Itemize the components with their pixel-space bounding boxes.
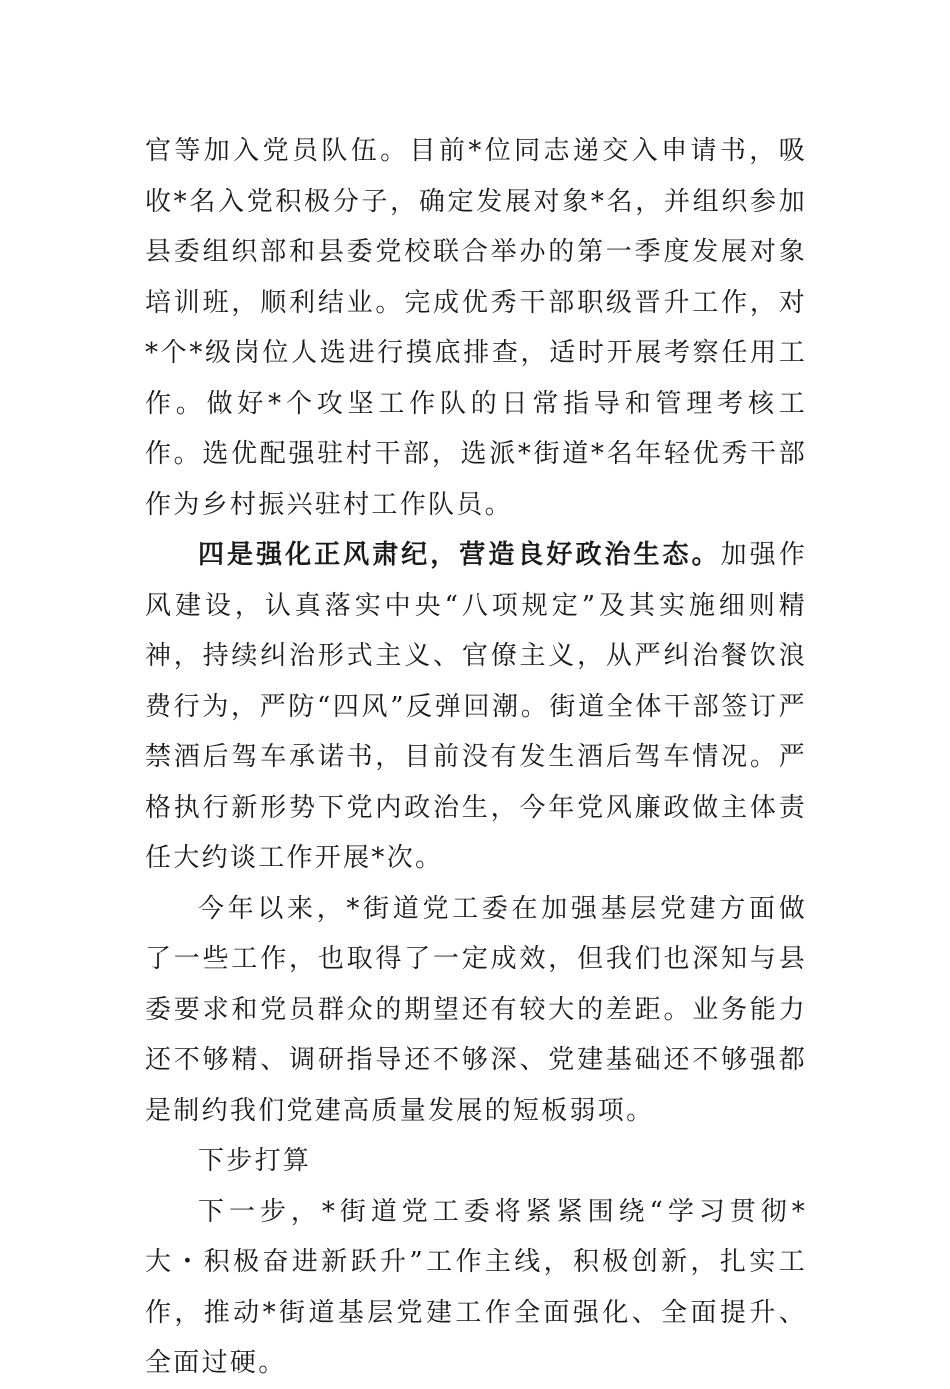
paragraph-text: 加强作风建设，认真落实中央“八项规定”及其实施细则精神，持续纠治形式主义、官僚主义，从严纠治餐饮浪费行为，严防“四风”反弹回潮。街道全体干部签订严禁酒后驾车承诺书，目前没有发生酒后驾车情况。严格执行新形势下党内政治生，今年党风廉政做主体责任大约谈工作开展*次。 (145, 540, 807, 873)
paragraph-section-four (145, 530, 807, 884)
paragraph-continued (145, 126, 807, 530)
paragraph-text: 官等加入党员队伍。目前*位同志递交入申请书，吸收*名入党积极分子，确定发展对象*名，并组织参加县委组织部和县委党校联合举办的第一季度发展对象培训班，顺利结业。完成优秀干部职级晋升工作，对*个*级岗位人选进行摸底排查，适时开展考察任用工作。做好*个攻坚工作队的日常指导和管理考核工作。选优配强驻村干部，选派*街道*名年轻优秀干部作为乡村振兴驻村工作队员。 (145, 136, 807, 520)
paragraph-next-steps (145, 1187, 807, 1389)
document-body (145, 126, 807, 1389)
paragraph-text: 下一步，*街道党工委将紧紧围绕“学习贯彻*大・积极奋进新跃升”工作主线，积极创新，扎实工作，推动*街道基层党建工作全面强化、全面提升、全面过硬。 (145, 1196, 807, 1378)
paragraph-summary (145, 884, 807, 1137)
paragraph-text: 今年以来，*街道党工委在加强基层党建方面做了一些工作，也取得了一定成效，但我们也深知与县委要求和党员群众的期望还有较大的差距。业务能力还不够精、调研指导还不够深、党建基础还不够强都是制约我们党建高质量发展的短板弱项。 (145, 893, 807, 1126)
subheading-text: 下步打算 (198, 1146, 312, 1176)
section-heading: 四是强化正风肃纪，营造良好政治生态。 (198, 540, 721, 570)
subheading-next-steps (145, 1136, 807, 1187)
